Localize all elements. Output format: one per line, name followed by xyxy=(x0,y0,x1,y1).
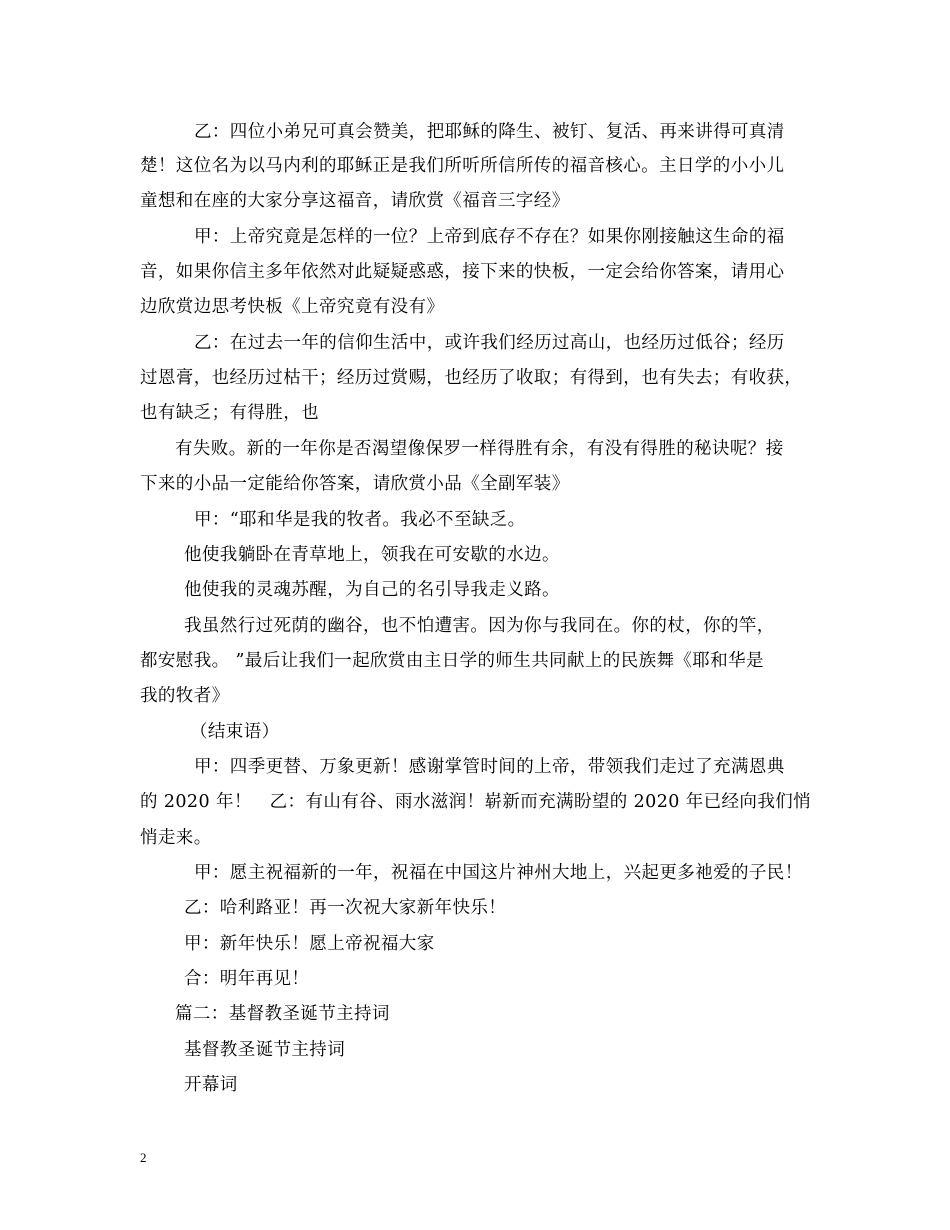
text-line: 他使我躺卧在青草地上，领我在可安歇的水边。 xyxy=(184,545,560,565)
text-line: 乙：在过去一年的信仰生活中，或许我们经历过高山，也经历过低谷；经历 xyxy=(194,333,785,353)
text-line: 边欣赏边思考快板《上帝究竟有没有》 xyxy=(140,297,445,317)
section-title: 基督教圣诞节主持词 xyxy=(184,1040,346,1060)
section-heading: （结束语） xyxy=(190,722,280,742)
text-line: 下来的小品一定能给你答案，请欣赏小品《全副军装》 xyxy=(140,474,570,494)
text-line: 我虽然行过死荫的幽谷，也不怕遭害。因为你与我同在。你的杖，你的竿， xyxy=(184,616,775,636)
text-line: 合：明年再见！ xyxy=(184,969,310,989)
text-line: 甲：愿主祝福新的一年，祝福在中国这片神州大地上，兴起更多祂爱的子民！ xyxy=(194,863,803,883)
text-line: 也有缺乏；有得胜，也 xyxy=(140,403,319,423)
page-number: 2 xyxy=(140,1150,147,1165)
chapter-heading: 篇二：基督教圣诞节主持词 xyxy=(175,1004,390,1024)
text-line: 楚！这位名为以马内利的耶稣正是我们所听所信所传的福音核心。主日学的小小儿 xyxy=(140,156,785,176)
text-line: 乙：哈利路亚！再一次祝大家新年快乐！ xyxy=(184,898,507,918)
text-line: 我的牧者》 xyxy=(140,686,230,706)
text-line: 音，如果你信主多年依然对此疑疑惑惑，接下来的快板，一定会给你答案，请用心 xyxy=(140,262,785,282)
text-line: 乙：四位小弟兄可真会赞美，把耶稣的降生、被钉、复活、再来讲得可真清 xyxy=(194,122,785,142)
section-subtitle: 开幕词 xyxy=(184,1075,238,1095)
text-line: 甲：上帝究竟是怎样的一位？上帝到底存不存在？如果你刚接触这生命的福 xyxy=(194,227,785,247)
text-line: 悄走来。 xyxy=(140,828,212,848)
text-line: 甲：四季更替、万象更新！感谢掌管时间的上帝，带领我们走过了充满恩典 xyxy=(194,757,785,777)
text-line: 有失败。新的一年你是否渴望像保罗一样得胜有余，有没有得胜的秘诀呢？接 xyxy=(175,439,784,459)
text-line: 甲：“耶和华是我的牧者。我必不至缺乏。 xyxy=(194,510,526,530)
text-line: 甲：新年快乐！愿上帝祝福大家 xyxy=(184,934,435,954)
text-line: 过恩膏，也经历过枯干；经历过赏赐，也经历了收取；有得到，也有失去；有收获， xyxy=(140,368,803,388)
text-line: 他使我的灵魂苏醒，为自己的名引导我走义路。 xyxy=(184,580,560,600)
text-line: 的 2020 年！ 乙：有山有谷、雨水滋润！崭新而充满盼望的 2020 年已经向我们悄 xyxy=(140,792,812,812)
text-line: 都安慰我。 ”最后让我们一起欣赏由主日学的师生共同献上的民族舞《耶和华是 xyxy=(140,651,764,671)
text-line: 童想和在座的大家分享这福音，请欣赏《福音三字经》 xyxy=(140,191,570,211)
